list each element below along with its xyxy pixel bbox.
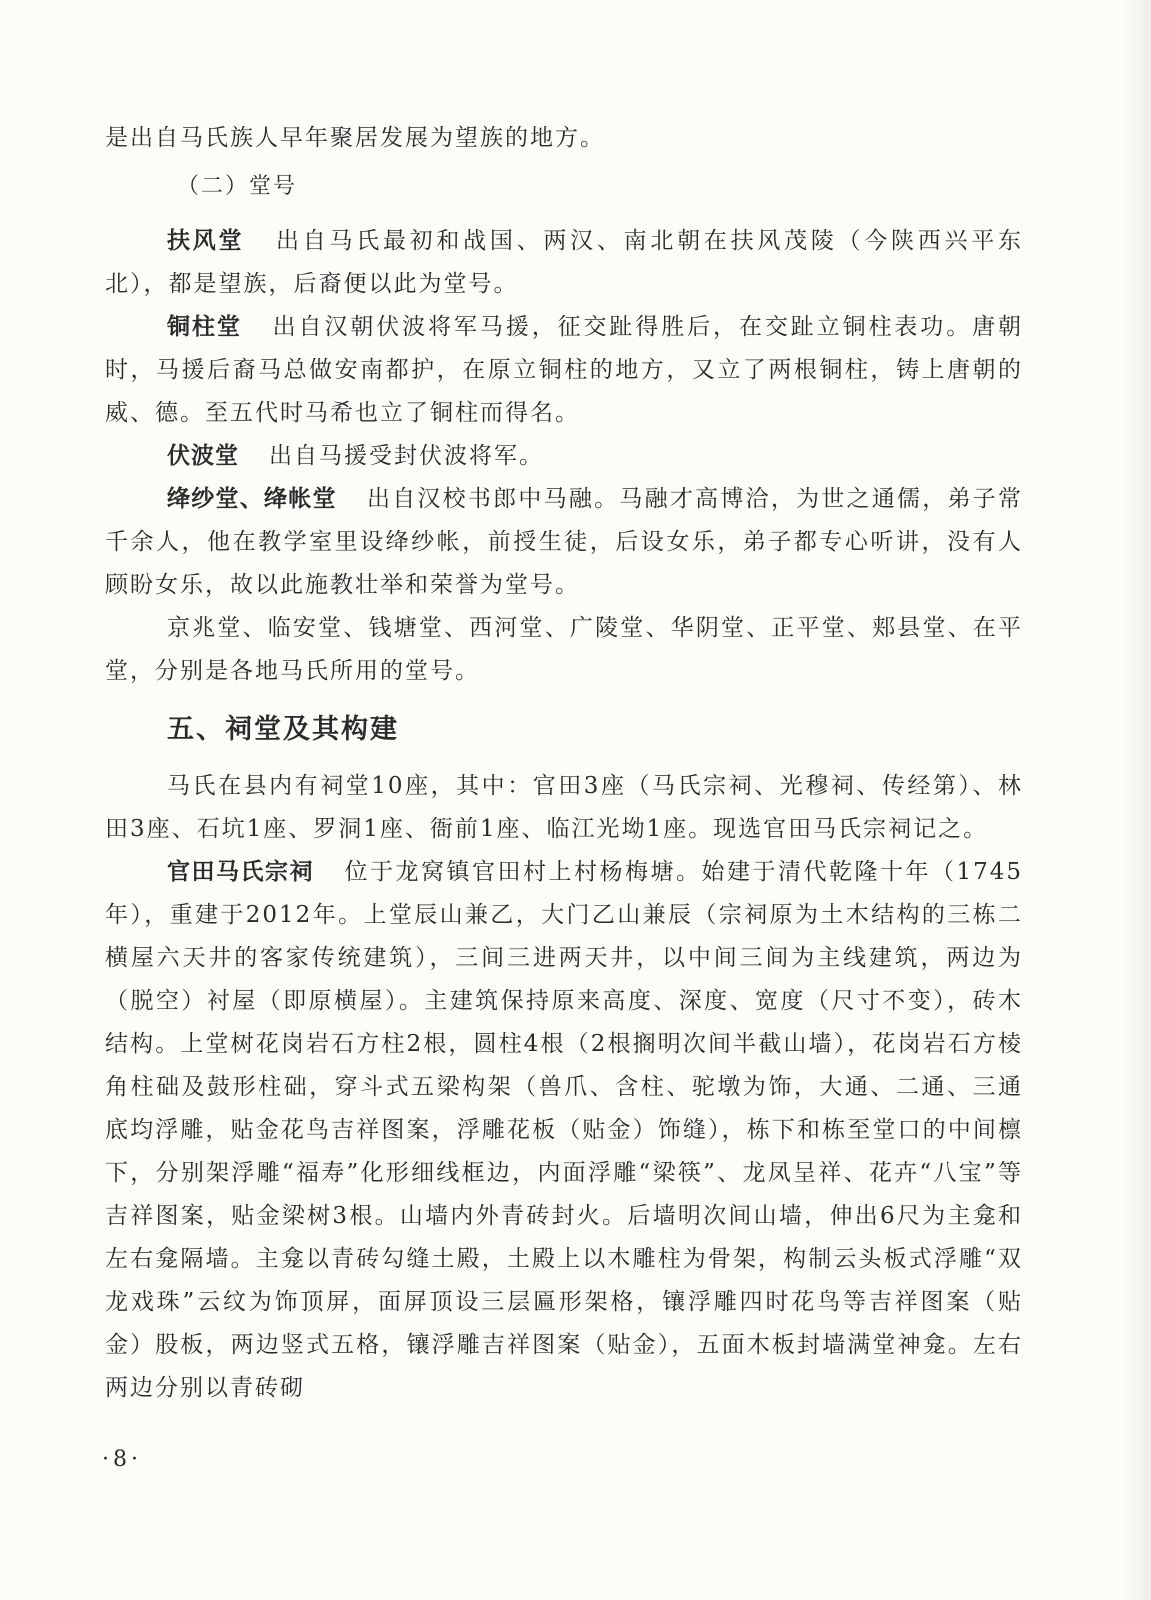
hall-paragraph-fubo	[105, 435, 1023, 478]
shrine-name: 官田马氏宗祠	[167, 859, 314, 885]
sub-heading-hall-names: （二）堂号	[177, 174, 298, 199]
hall-text: 出自汉校书郎中马融。马融才高博洽，为世之通儒，弟子常千余人，他在教学室里设绛纱帐，前授生徒，后设女乐，弟子都专心听讲，没有人顾盼女乐，故以此施教壮举和荣誉为堂号。	[105, 486, 1024, 598]
shrine-paragraph	[105, 851, 1023, 1410]
hall-paragraph-jiangsha	[105, 478, 1023, 607]
hall-name: 扶风堂	[167, 228, 245, 254]
shrine-text: 位于龙窝镇官田村上村杨梅塘。始建于清代乾隆十年（1745年），重建于2012年。上堂辰山兼乙，大门乙山兼辰（宗祠原为土木结构的三栋二横屋六天井的客家传统建筑），三间三进两天井，以中间三间为主线建筑，两边为（脱空）衬屋（即原横屋）。主建筑保持原来高度、深度、宽度（尺寸不变），砖木结构。上堂树花岗岩石方柱2根，圆柱4根（2根搁明次间半截山墙），花岗岩石方棱角柱础及鼓形柱础，穿斗式五梁构架（兽爪、含柱、驼墩为饰，大通、二通、三通底均浮雕，贴金花鸟吉祥图案，浮雕花板（贴金）饰缝），栋下和栋至堂口的中间檩下，分别架浮雕“福寿”化形细线框边，内面浮雕“梁筷”、龙凤呈祥、花卉“八宝”等吉祥图案，贴金梁树3根。山墙内外青砖封火。后墙明次间山墙，伸出6尺为主龛和左右龛隔墙。主龛以青砖勾缝土殿，土殿上以木雕柱为骨架，构制云头板式浮雕“双龙戏珠”云纹为饰顶屏，面屏顶设三层匾形架格，镶浮雕四时花鸟等吉祥图案（贴金）股板，两边竖式五格，镶浮雕吉祥图案（贴金），五面木板封墙满堂神龛。左右两边分别以青砖砌	[105, 859, 1023, 1401]
intro-paragraph: 是出自马氏族人早年聚居发展为望族的地方。	[105, 125, 605, 151]
hall-paragraph-tongzhu	[105, 306, 1023, 435]
hall-name: 伏波堂	[167, 443, 239, 469]
shrine-intro-paragraph: 马氏在县内有祠堂10座，其中：官田3座（马氏宗祠、光穆祠、传经第）、林田3座、石坑1座、罗洞1座、衙前1座、临江光坳1座。现选官田马氏宗祠记之。	[105, 773, 1023, 842]
page-number: ·8·	[102, 1447, 142, 1472]
document-page	[105, 117, 1023, 1410]
hall-text: 出自汉朝伏波将军马援，征交趾得胜后，在交趾立铜柱表功。唐朝时，马援后裔马总做安南都护，在原立铜柱的地方，又立了两根铜柱，铸上唐朝的威、德。至五代时马希也立了铜柱而得名。	[105, 314, 1023, 426]
hall-name: 绛纱堂、绛帐堂	[167, 486, 337, 512]
section-heading-ancestral-halls: 五、祠堂及其构建	[167, 714, 399, 745]
hall-name: 铜柱堂	[167, 314, 242, 340]
hall-paragraph-fufeng	[105, 220, 1023, 306]
hall-text: 出自马援受封伏波将军。	[269, 443, 544, 469]
hall-text: 出自马氏最初和战国、两汉、南北朝在扶风茂陵（今陕西兴平东北），都是望族，后裔便以此为堂号。	[105, 228, 1024, 297]
other-halls-paragraph: 京兆堂、临安堂、钱塘堂、西河堂、广陵堂、华阴堂、正平堂、郏县堂、在平堂，分别是各地马氏所用的堂号。	[105, 615, 1023, 684]
page-edge-shadow	[1121, 0, 1151, 1600]
